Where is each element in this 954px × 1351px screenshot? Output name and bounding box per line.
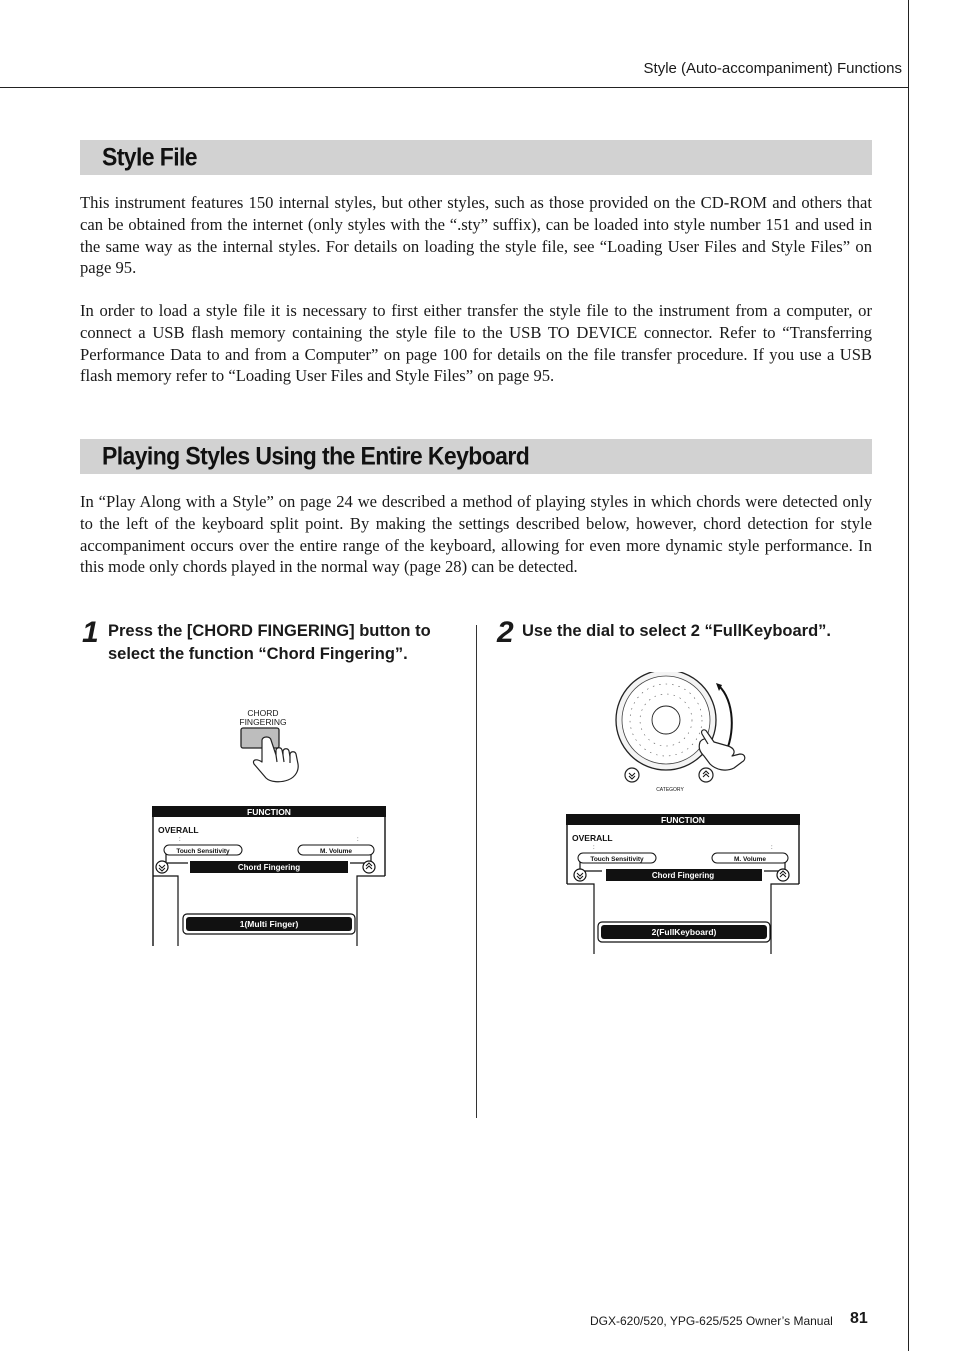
step-instruction: Use the dial to select 2 “FullKeyboard”.	[522, 622, 831, 640]
lcd-right-item: M. Volume	[733, 856, 767, 863]
lcd-header: FUNCTION	[661, 815, 705, 825]
section-heading-style-file	[80, 140, 872, 175]
lcd-value: 1(Multi Finger)	[239, 919, 299, 929]
svg-text::: :	[771, 845, 773, 851]
running-head: Style (Auto-accompaniment) Functions	[643, 60, 902, 77]
category-down-icon	[625, 768, 639, 782]
dial-caption: CATEGORY	[656, 787, 684, 793]
page-number: 81	[850, 1310, 868, 1327]
column-divider	[476, 625, 477, 1118]
svg-text::: :	[179, 837, 181, 843]
paragraph: This instrument features 150 internal styles, but other styles, such as those provided on the CD-ROM and others that can be obtained from the internet (only styles with the “.sty” suffix), can be loaded into style number 151 and used in the same way as the internal styles. For details on loading the style file, see “Loading User Files and Style Files” on page 95.	[80, 193, 872, 278]
lcd-left-item: Touch Sensitivity	[176, 848, 230, 855]
paragraph: In order to load a style file it is necessary to first either transfer the style file to the instrument from a computer, or connect a USB flash memory containing the style file to the USB TO DEVICE connector. Refer to “Transferring Performance Data to and from a Computer” on page 100 for details on the file transfer procedure. If you use a USB flash memory refer to “Loading User Files and Style Files” on page 95.	[80, 301, 872, 386]
dial-illustration	[608, 672, 758, 796]
section-title: Style File	[102, 143, 197, 172]
svg-text::: :	[593, 845, 595, 851]
lcd-header: FUNCTION	[247, 807, 291, 817]
button-caption: CHORD FINGERING	[239, 708, 287, 727]
paragraph: In “Play Along with a Style” on page 24 we described a method of playing styles in which chords were detected only to the left of the keyboard split point. By making the settings described below, however, chord detection for style accompaniment occurs over the entire range of the keyboard, allowing for even more dynamic style performance. In this mode only chords played in the normal way (page 28) can be detected.	[80, 492, 872, 577]
step-number: 2	[497, 616, 514, 649]
step-instruction: Press the [CHORD FINGERING] button to select the function “Chord Fingering”.	[108, 622, 431, 663]
lcd-display	[152, 806, 386, 946]
lcd-group-label: OVERALL	[572, 833, 613, 843]
lcd-left-item: Touch Sensitivity	[590, 856, 644, 863]
category-up-icon	[699, 768, 713, 782]
section-title: Playing Styles Using the Entire Keyboard	[102, 442, 530, 471]
pointing-hand-icon	[699, 730, 745, 770]
header-rule	[0, 87, 909, 88]
page-edge-rule	[908, 0, 909, 1351]
svg-text::: :	[357, 837, 359, 843]
lcd-selected-item: Chord Fingering	[237, 863, 301, 872]
lcd-value: 2(FullKeyboard)	[651, 927, 717, 937]
lcd-right-item: M. Volume	[319, 848, 353, 855]
data-dial-icon	[616, 672, 716, 770]
press-button-illustration	[238, 726, 304, 784]
step-number: 1	[82, 616, 99, 649]
lcd-group-label: OVERALL	[158, 825, 199, 835]
section-heading-playing-styles	[80, 439, 872, 474]
lcd-selected-item: Chord Fingering	[651, 871, 715, 880]
chord-fingering-button	[241, 728, 279, 748]
lcd-display	[566, 814, 800, 954]
footer-manual-title: DGX-620/520, YPG-625/525 Owner’s Manual	[590, 1314, 833, 1328]
